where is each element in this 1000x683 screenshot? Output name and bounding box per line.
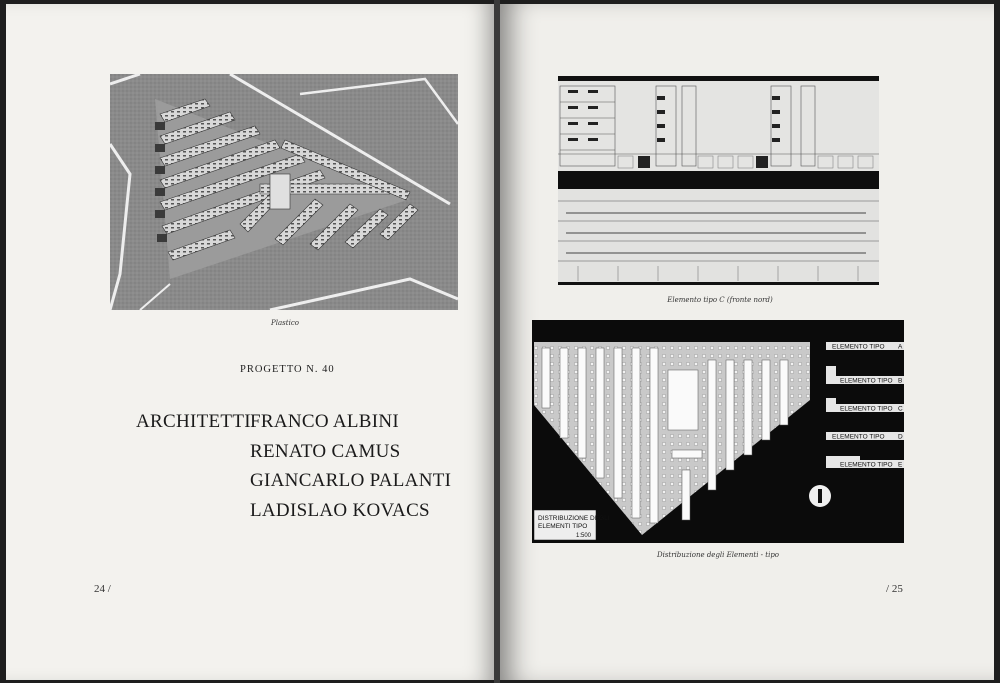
plan-scale: 1:500 [576, 533, 592, 539]
model-photo-image [110, 74, 458, 310]
page-number-left: 24 / [94, 583, 111, 595]
legend-letter-d: D [898, 433, 903, 441]
architect-name: RENATO CAMUS [250, 440, 401, 462]
elevation-drawing [558, 76, 879, 285]
architect-name: LADISLAO KOVACS [250, 499, 430, 521]
plan-drawing [532, 320, 904, 543]
legend-label-a: ELEMENTO TIPO [832, 343, 885, 351]
legend-label-e: ELEMENTO TIPO [840, 461, 893, 469]
legend-letter-b: B [898, 377, 903, 385]
project-label: PROGETTO N. 40 [240, 364, 335, 375]
legend-label-b: ELEMENTO TIPO [840, 377, 893, 385]
page-number-right: / 25 [886, 583, 903, 595]
plan-box-subtitle: ELEMENTI TIPO [538, 523, 588, 530]
legend-letter-e: E [898, 461, 903, 469]
legend-letter-c: C [898, 405, 903, 413]
architects-list [250, 411, 451, 529]
plan-drawing-image [532, 320, 904, 543]
model-photo-caption: Plastico [271, 319, 299, 327]
legend-label-d: ELEMENTO TIPO [832, 433, 885, 441]
elevation-drawing-image [558, 76, 879, 285]
model-photo [110, 74, 458, 310]
architect-name: FRANCO ALBINI [250, 411, 400, 432]
legend-label-c: ELEMENTO TIPO [840, 405, 893, 413]
elevation-caption: Elemento tipo C (fronte nord) [667, 296, 773, 304]
architects-label: ARCHITETTI [136, 411, 251, 432]
legend-letter-a: A [898, 343, 903, 351]
plan-caption: Distribuzione degli Elementi - tipo [656, 551, 780, 559]
plan-box-title: DISTRIBUZIONE DEGLI [538, 515, 610, 522]
architect-name: GIANCARLO PALANTI [250, 470, 452, 491]
